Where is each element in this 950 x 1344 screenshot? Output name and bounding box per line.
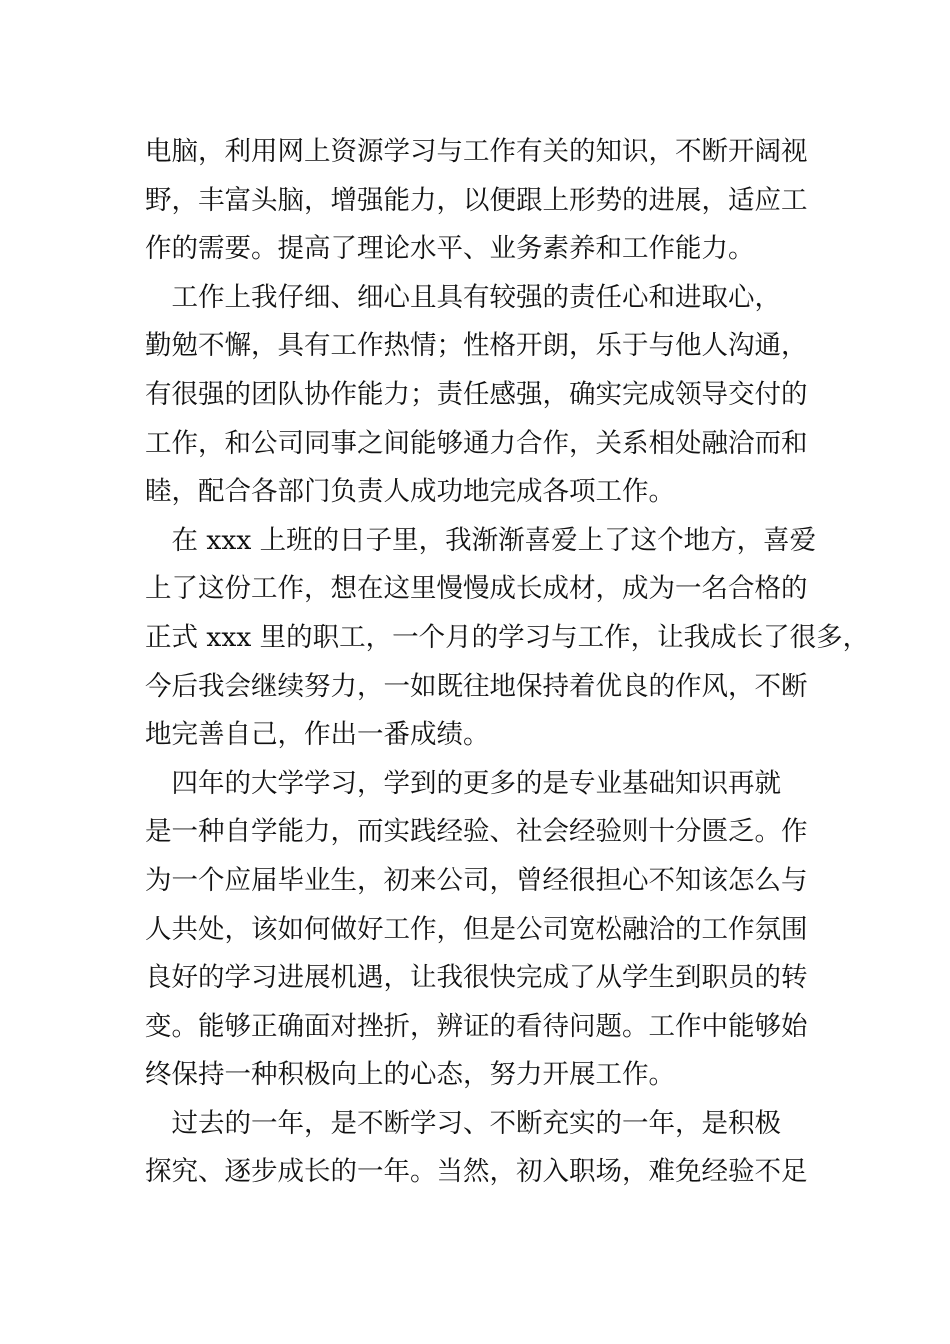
text-line: 终保持一种积极向上的心态，努力开展工作。 bbox=[145, 1059, 675, 1091]
text-line: 勤勉不懈，具有工作热情；性格开朗，乐于与他人沟通， bbox=[145, 330, 808, 362]
text-line: 四年的大学学习，学到的更多的是专业基础知识再就 bbox=[145, 767, 781, 799]
text-line: 探究、逐步成长的一年。当然，初入职场，难免经验不足 bbox=[145, 1156, 808, 1188]
text-line: 为一个应届毕业生，初来公司，曾经很担心不知该怎么与 bbox=[145, 864, 808, 896]
text-line: 是一种自学能力，而实践经验、社会经验则十分匮乏。作 bbox=[145, 816, 808, 848]
text-line: 今后我会继续努力，一如既往地保持着优良的作风，不断 bbox=[145, 670, 808, 702]
text-line: 良好的学习进展机遇，让我很快完成了从学生到职员的转 bbox=[145, 962, 808, 994]
text-line: 作的需要。提高了理论水平、业务素养和工作能力。 bbox=[145, 233, 755, 265]
text-line: 过去的一年，是不断学习、不断充实的一年，是积极 bbox=[145, 1107, 781, 1139]
text-line: 正式 xxx 里的职工，一个月的学习与工作，让我成长了很多， bbox=[145, 621, 870, 653]
text-line: 工作上我仔细、细心且具有较强的责任心和进取心， bbox=[145, 281, 781, 313]
text-line: 野，丰富头脑，增强能力，以便跟上形势的进展，适应工 bbox=[145, 184, 808, 216]
text-line: 睦，配合各部门负责人成功地完成各项工作。 bbox=[145, 476, 675, 508]
text-line: 电脑，利用网上资源学习与工作有关的知识，不断开阔视 bbox=[145, 136, 808, 167]
text-line: 地完善自己，作出一番成绩。 bbox=[145, 719, 490, 751]
text-line: 工作，和公司同事之间能够通力合作，关系相处融洽而和 bbox=[145, 427, 808, 459]
text-line: 上了这份工作，想在这里慢慢成长成材，成为一名合格的 bbox=[145, 573, 808, 605]
text-line: 在 xxx 上班的日子里，我渐渐喜爱上了这个地方，喜爱 bbox=[145, 524, 817, 556]
text-line: 变。能够正确面对挫折，辨证的看待问题。工作中能够始 bbox=[145, 1010, 808, 1042]
text-line: 有很强的团队协作能力；责任感强，确实完成领导交付的 bbox=[145, 378, 808, 410]
text-line: 人共处，该如何做好工作，但是公司宽松融洽的工作氛围 bbox=[145, 913, 808, 945]
document-body bbox=[145, 128, 870, 1197]
